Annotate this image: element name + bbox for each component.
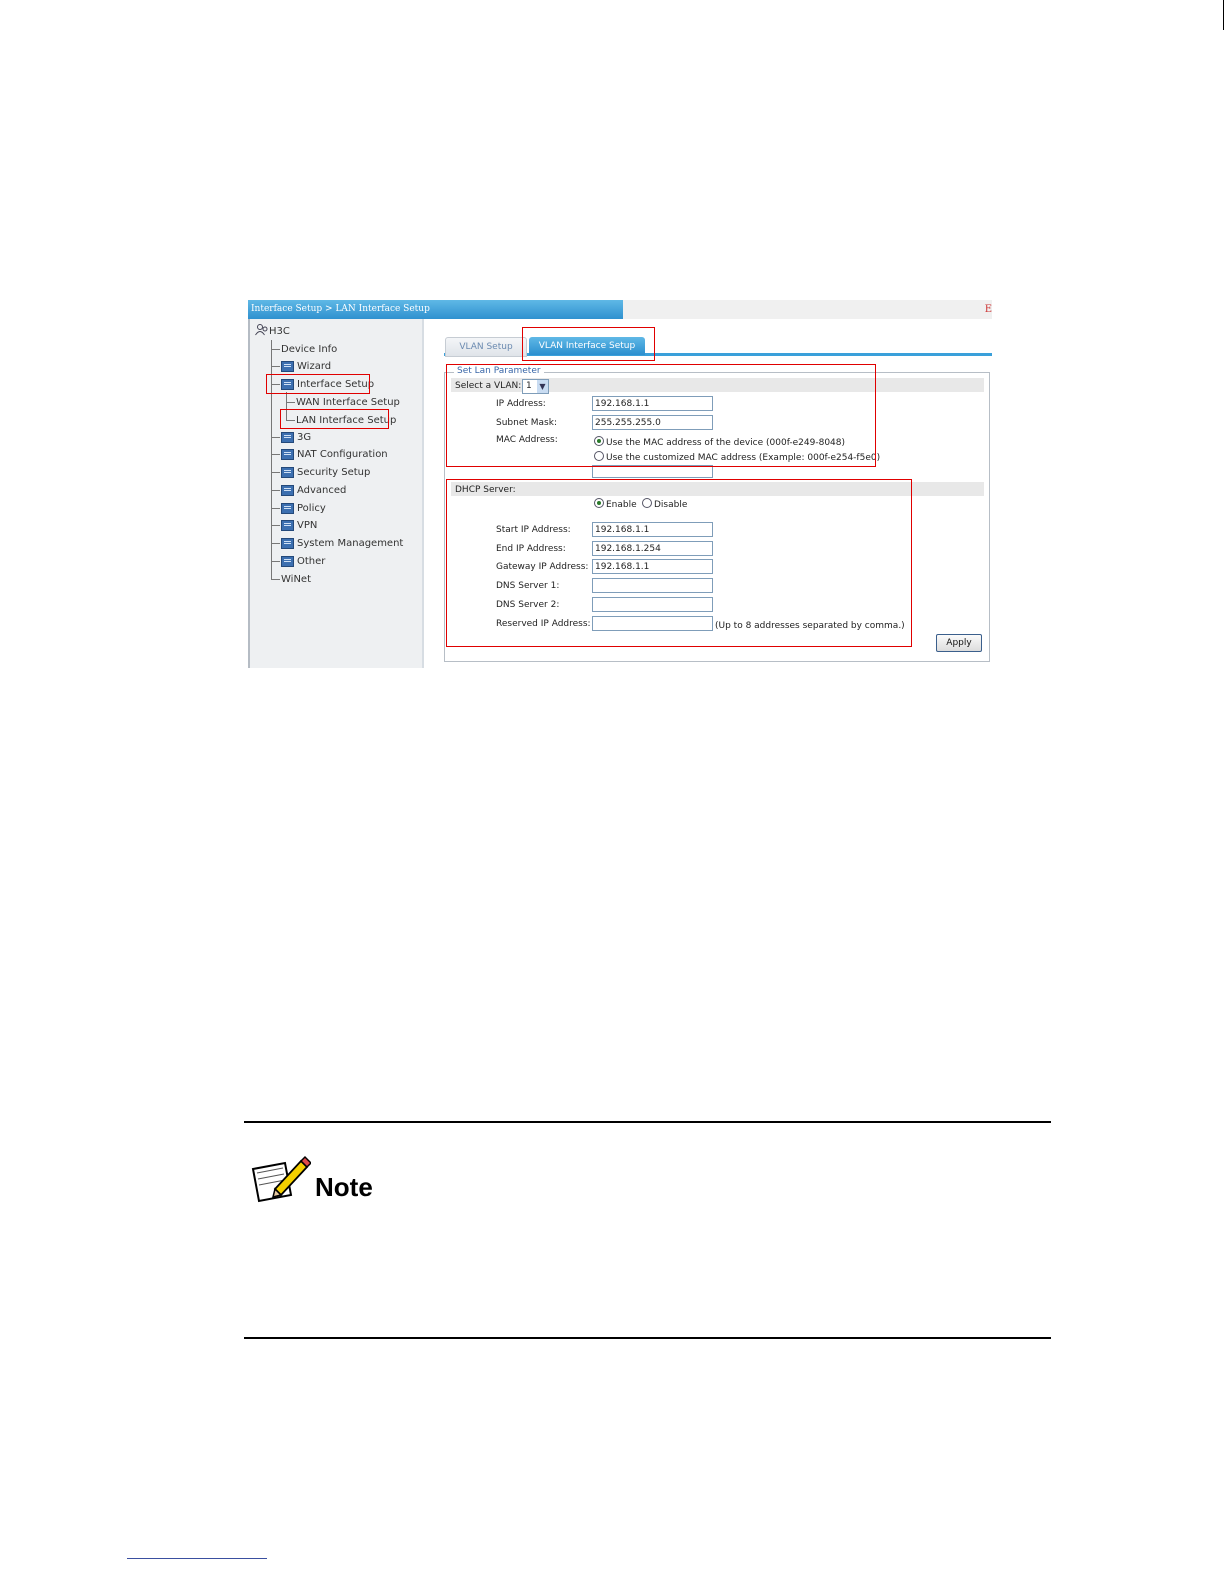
- folder-icon: [281, 520, 294, 531]
- start-ip-label: Start IP Address:: [496, 525, 571, 535]
- tree-root[interactable]: [255, 324, 290, 337]
- sidebar-item-winet[interactable]: WiNet: [272, 572, 311, 586]
- annotation-box-interface-setup: [266, 374, 370, 394]
- sidebar-item-other[interactable]: Other: [272, 554, 325, 568]
- dhcp-server-label: DHCP Server:: [455, 485, 516, 495]
- reserved-ip-hint: (Up to 8 addresses separated by comma.): [715, 621, 905, 631]
- subnet-mask-label: Subnet Mask:: [496, 418, 557, 428]
- sidebar-item-advanced[interactable]: Advanced: [272, 483, 346, 497]
- gateway-ip-input[interactable]: 192.168.1.1: [592, 559, 713, 574]
- folder-icon: [281, 449, 294, 460]
- folder-icon: [281, 556, 294, 567]
- lan-legend: Set Lan Parameter: [454, 366, 544, 376]
- sidebar-item-security-setup[interactable]: Security Setup: [272, 465, 370, 479]
- breadcrumb: Interface Setup > LAN Interface Setup: [251, 304, 430, 314]
- dns-server-2-label: DNS Server 2:: [496, 600, 560, 610]
- annotation-box-tab: [522, 327, 655, 361]
- note-pencil-icon: [249, 1155, 311, 1203]
- title-bar: [248, 300, 992, 319]
- annotation-box-lan-interface: [280, 409, 389, 429]
- sidebar-item-nat-configuration[interactable]: NAT Configuration: [272, 447, 388, 461]
- sidebar-item-3g[interactable]: 3G: [272, 430, 311, 444]
- annotation-box-dhcp: [446, 479, 912, 647]
- tab-vlan-setup[interactable]: VLAN Setup: [445, 337, 527, 357]
- end-ip-input[interactable]: 192.168.1.254: [592, 541, 713, 556]
- folder-icon: [281, 432, 294, 443]
- dns-server-1-label: DNS Server 1:: [496, 581, 560, 591]
- apply-button[interactable]: Apply: [936, 634, 982, 652]
- note-bottom-rule: [244, 1337, 1051, 1339]
- mac-address-label: MAC Address:: [496, 435, 558, 445]
- note-top-rule: [244, 1121, 1051, 1123]
- dhcp-disable-radio[interactable]: Disable: [642, 498, 687, 510]
- sidebar-item-system-management[interactable]: System Management: [272, 536, 403, 550]
- mac-option-custom[interactable]: Use the customized MAC address (Example: 000f-e254-f5e0): [594, 451, 880, 463]
- chevron-down-icon: ▼: [537, 380, 548, 393]
- ip-address-input[interactable]: 192.168.1.1: [592, 396, 713, 411]
- gateway-ip-label: Gateway IP Address:: [496, 562, 589, 572]
- title-bar-blue: [248, 300, 623, 319]
- dhcp-enable-radio[interactable]: Enable: [594, 498, 637, 510]
- folder-icon: [281, 538, 294, 549]
- folder-icon: [281, 485, 294, 496]
- sidebar-item-vpn[interactable]: VPN: [272, 518, 317, 532]
- vlan-select[interactable]: 1 ▼: [522, 379, 549, 394]
- mac-option-device[interactable]: Use the MAC address of the device (000f-e249-8048): [594, 436, 845, 448]
- tab-vlan-interface-setup[interactable]: VLAN Interface Setup: [529, 337, 645, 355]
- folder-icon: [281, 361, 294, 372]
- reserved-ip-label: Reserved IP Address:: [496, 619, 591, 629]
- sidebar-item-wizard[interactable]: Wizard: [272, 359, 331, 373]
- sidebar-item-lan-interface-setup[interactable]: LAN Interface Setup: [287, 413, 396, 427]
- folder-icon: [281, 467, 294, 478]
- titlebar-right-char: E: [984, 304, 992, 315]
- note-label: Note: [315, 1172, 373, 1202]
- sidebar-item-wan-interface-setup[interactable]: WAN Interface Setup: [287, 395, 400, 409]
- router-web-ui-screenshot: [248, 300, 992, 668]
- folder-icon: [281, 503, 294, 514]
- select-vlan-label: Select a VLAN:: [455, 381, 522, 391]
- users-icon: [255, 324, 269, 336]
- sidebar-item-interface-setup[interactable]: Interface Setup: [272, 377, 374, 391]
- sidebar-item-device-info[interactable]: Device Info: [272, 342, 337, 356]
- ip-address-label: IP Address:: [496, 399, 546, 409]
- sidebar-item-policy[interactable]: Policy: [272, 501, 326, 515]
- footer-link-line: [127, 1558, 267, 1559]
- end-ip-label: End IP Address:: [496, 544, 566, 554]
- tree-root-label: H3C: [269, 326, 290, 337]
- annotation-box-lan-params: [446, 364, 876, 467]
- subnet-mask-input[interactable]: 255.255.255.0: [592, 415, 713, 430]
- start-ip-input[interactable]: 192.168.1.1: [592, 522, 713, 537]
